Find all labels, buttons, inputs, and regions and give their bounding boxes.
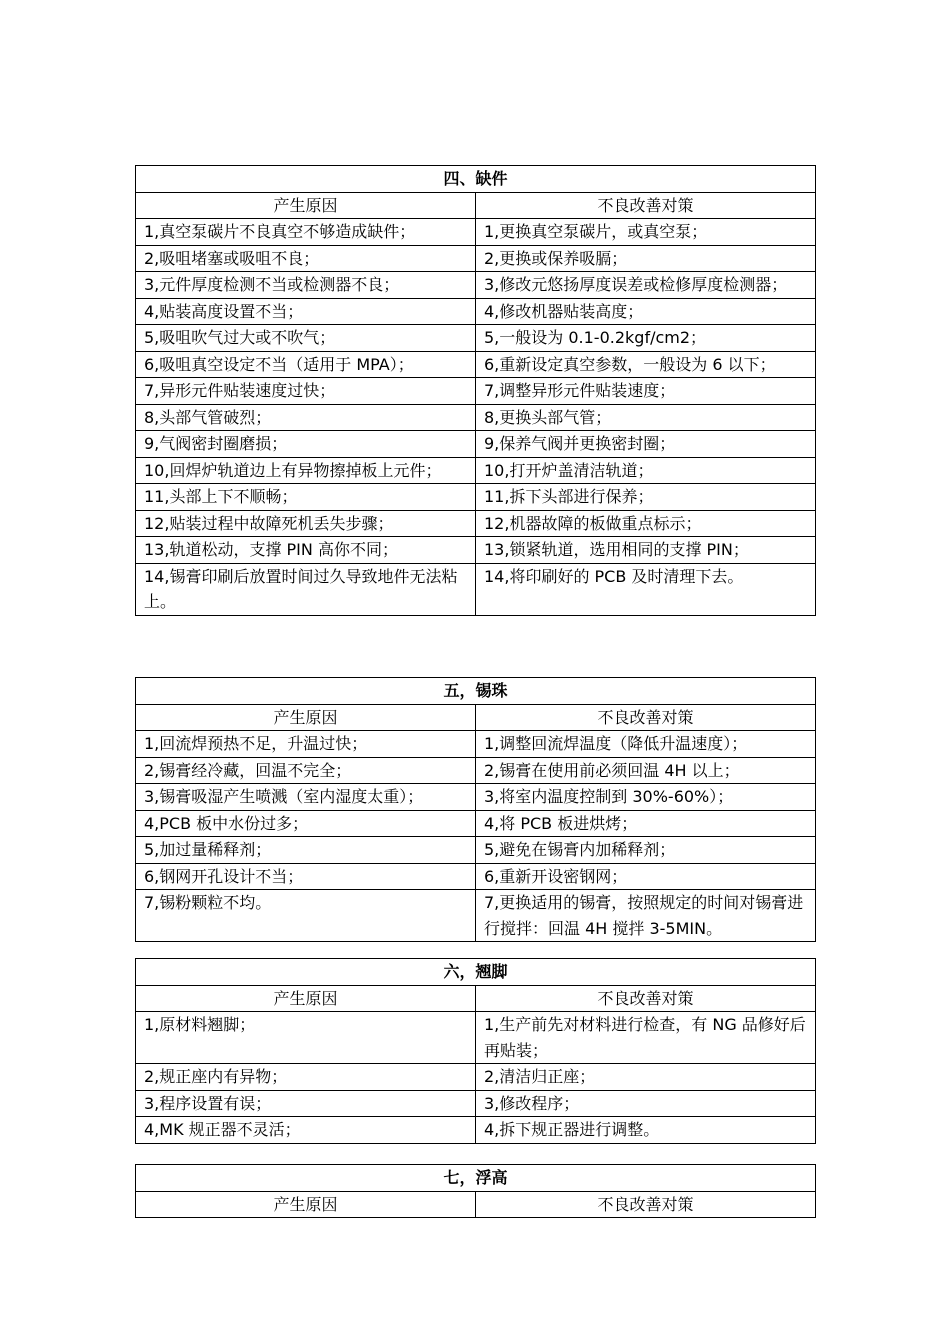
- table-row: [136, 1012, 816, 1064]
- table-row: [136, 510, 816, 537]
- countermeasure-cell: 4,拆下规正器进行调整。: [476, 1117, 816, 1144]
- column-header-cause: 产生原因: [136, 985, 476, 1012]
- section-title-row: [136, 678, 816, 705]
- column-header-row: [136, 192, 816, 219]
- countermeasure-cell: 2,锡膏在使用前必须回温 4H 以上；: [476, 757, 816, 784]
- countermeasure-cell: 4,将 PCB 板进烘烤；: [476, 810, 816, 837]
- cause-cell: 11,头部上下不顺畅；: [136, 484, 476, 511]
- table-row: [136, 325, 816, 352]
- cause-cell: 1,真空泵碳片不良真空不够造成缺件；: [136, 219, 476, 246]
- countermeasure-cell: 13,锁紧轨道，选用相同的支撑 PIN；: [476, 537, 816, 564]
- column-header-row: [136, 1191, 816, 1218]
- column-header-countermeasure: 不良改善对策: [476, 192, 816, 219]
- cause-cell: 2,吸咀堵塞或吸咀不良；: [136, 245, 476, 272]
- countermeasure-cell: 14,将印刷好的 PCB 及时清理下去。: [476, 563, 816, 615]
- cause-cell: 5,加过量稀释剂；: [136, 837, 476, 864]
- section-title: 七，浮高: [136, 1165, 816, 1192]
- table-row: [136, 1090, 816, 1117]
- table-row: [136, 245, 816, 272]
- section-table-floating-height: [135, 1164, 816, 1218]
- table-row: [136, 863, 816, 890]
- cause-cell: 4,贴装高度设置不当；: [136, 298, 476, 325]
- table-row: [136, 784, 816, 811]
- table-row: [136, 837, 816, 864]
- countermeasure-cell: 6,重新开设密钢网；: [476, 863, 816, 890]
- table-row: [136, 810, 816, 837]
- column-header-row: [136, 704, 816, 731]
- cause-cell: 3,元件厚度检测不当或检测器不良；: [136, 272, 476, 299]
- table-row: [136, 563, 816, 615]
- section-title-row: [136, 959, 816, 986]
- section-title-row: [136, 166, 816, 193]
- section-title: 五，锡珠: [136, 678, 816, 705]
- section-title-row: [136, 1165, 816, 1192]
- cause-cell: 1,原材料翘脚；: [136, 1012, 476, 1064]
- cause-cell: 4,PCB 板中水份过多；: [136, 810, 476, 837]
- cause-cell: 14,锡膏印刷后放置时间过久导致地件无法粘上。: [136, 563, 476, 615]
- table-row: [136, 404, 816, 431]
- column-header-cause: 产生原因: [136, 704, 476, 731]
- countermeasure-cell: 11,拆下头部进行保养；: [476, 484, 816, 511]
- cause-cell: 12,贴装过程中故障死机丢失步骤；: [136, 510, 476, 537]
- cause-cell: 6,吸咀真空设定不当（适用于 MPA）；: [136, 351, 476, 378]
- cause-cell: 7,异形元件贴装速度过快；: [136, 378, 476, 405]
- column-header-row: [136, 985, 816, 1012]
- table-row: [136, 272, 816, 299]
- cause-cell: 3,程序设置有误；: [136, 1090, 476, 1117]
- table-row: [136, 431, 816, 458]
- cause-cell: 2,锡膏经冷藏，回温不完全；: [136, 757, 476, 784]
- table-row: [136, 731, 816, 758]
- section-table-solder-balls: [135, 677, 816, 942]
- table-row: [136, 351, 816, 378]
- countermeasure-cell: 8,更换头部气管；: [476, 404, 816, 431]
- countermeasure-cell: 10,打开炉盖清洁轨道；: [476, 457, 816, 484]
- table-row: [136, 1117, 816, 1144]
- countermeasure-cell: 1,更换真空泵碳片，或真空泵；: [476, 219, 816, 246]
- section-title: 四、缺件: [136, 166, 816, 193]
- column-header-cause: 产生原因: [136, 1191, 476, 1218]
- column-header-countermeasure: 不良改善对策: [476, 704, 816, 731]
- cause-cell: 4,MK 规正器不灵活；: [136, 1117, 476, 1144]
- cause-cell: 9,气阀密封圈磨损；: [136, 431, 476, 458]
- column-header-countermeasure: 不良改善对策: [476, 1191, 816, 1218]
- table-row: [136, 378, 816, 405]
- table-row: [136, 298, 816, 325]
- countermeasure-cell: 7,更换适用的锡膏，按照规定的时间对锡膏进行搅拌：回温 4H 搅拌 3-5MIN。: [476, 890, 816, 942]
- column-header-countermeasure: 不良改善对策: [476, 985, 816, 1012]
- cause-cell: 10,回焊炉轨道边上有异物擦掉板上元件；: [136, 457, 476, 484]
- table-row: [136, 757, 816, 784]
- countermeasure-cell: 2,清洁归正座；: [476, 1064, 816, 1091]
- cause-cell: 13,轨道松动，支撑 PIN 高你不同；: [136, 537, 476, 564]
- countermeasure-cell: 5,避免在锡膏内加稀释剂；: [476, 837, 816, 864]
- table-row: [136, 219, 816, 246]
- countermeasure-cell: 12,机器故障的板做重点标示；: [476, 510, 816, 537]
- countermeasure-cell: 9,保养气阀并更换密封圈；: [476, 431, 816, 458]
- countermeasure-cell: 7,调整异形元件贴装速度；: [476, 378, 816, 405]
- cause-cell: 7,锡粉颗粒不均。: [136, 890, 476, 942]
- cause-cell: 2,规正座内有异物；: [136, 1064, 476, 1091]
- countermeasure-cell: 2,更换或保养吸膈；: [476, 245, 816, 272]
- countermeasure-cell: 5,一般设为 0.1-0.2kgf/cm2；: [476, 325, 816, 352]
- countermeasure-cell: 3,将室内温度控制到 30%-60%）；: [476, 784, 816, 811]
- table-row: [136, 890, 816, 942]
- cause-cell: 5,吸咀吹气过大或不吹气；: [136, 325, 476, 352]
- countermeasure-cell: 6,重新设定真空参数，一般设为 6 以下；: [476, 351, 816, 378]
- section-table-lifted-leads: [135, 958, 816, 1144]
- column-header-cause: 产生原因: [136, 192, 476, 219]
- table-row: [136, 1064, 816, 1091]
- table-row: [136, 537, 816, 564]
- cause-cell: 6,钢网开孔设计不当；: [136, 863, 476, 890]
- cause-cell: 3,锡膏吸湿产生喷溅（室内湿度太重）；: [136, 784, 476, 811]
- cause-cell: 8,头部气管破烈；: [136, 404, 476, 431]
- table-row: [136, 457, 816, 484]
- cause-cell: 1,回流焊预热不足，升温过快；: [136, 731, 476, 758]
- section-table-missing-parts: [135, 165, 816, 616]
- countermeasure-cell: 3,修改元悠扬厚度误差或检修厚度检测器；: [476, 272, 816, 299]
- countermeasure-cell: 4,修改机器贴装高度；: [476, 298, 816, 325]
- section-title: 六，翘脚: [136, 959, 816, 986]
- countermeasure-cell: 1,生产前先对材料进行检查，有 NG 品修好后再贴装；: [476, 1012, 816, 1064]
- countermeasure-cell: 1,调整回流焊温度（降低升温速度）；: [476, 731, 816, 758]
- countermeasure-cell: 3,修改程序；: [476, 1090, 816, 1117]
- table-row: [136, 484, 816, 511]
